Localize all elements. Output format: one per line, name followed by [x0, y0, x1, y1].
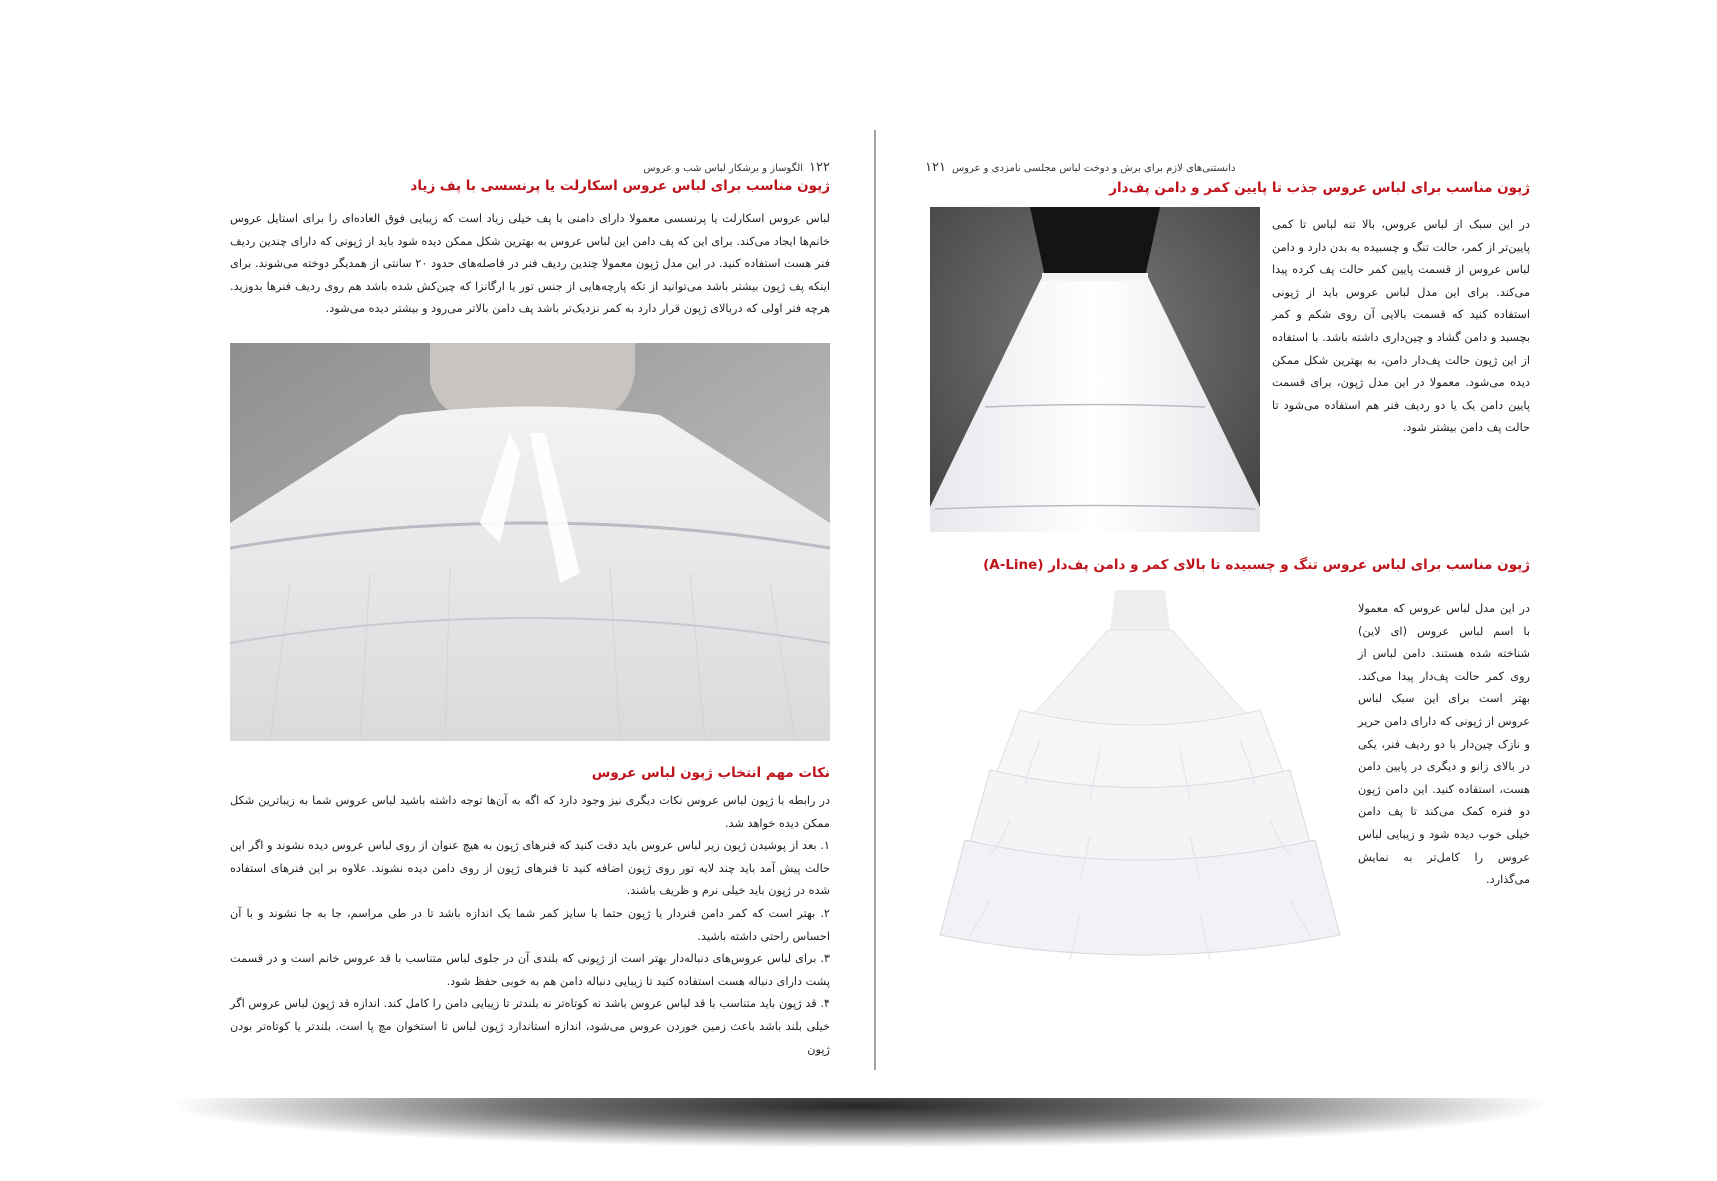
- right-section2-title: ژپون مناسب برای لباس عروس تنگ و چسبیده تا بالای کمر و دامن پف‌دار (A-Line): [983, 557, 1530, 573]
- list-item: ۴. قد ژپون باید متناسب با قد لباس عروس باشد نه کوتاه‌تر نه بلندتر تا زیبایی دامن را کامل کند. اندازه قد ژپون لباس عروس اگر خیلی بلند باشد باعث زمین خوردن عروس می‌شود، اندازه استاندارد ژپون لباس تا استخوان مچ پا است. بلندتر یا کوتاه‌تر بودن ژپون: [230, 997, 830, 1056]
- right-page: [925, 150, 1530, 1071]
- right-section1-title: ژپون مناسب برای لباس عروس جذب تا پایین کمر و دامن پف‌دار: [1109, 180, 1530, 196]
- left-section1-paragraph: لباس عروس اسکارلت یا پرنسسی معمولا دارای دامنی با پف خیلی زیاد است که زیبایی فوق العاده‌ای را برای استایل عروس خانم‌ها ایجاد می‌کند. برای این که پف دامن این لباس عروس به بهترین شکل ممکن دیده شود باید از ژپونی که دارای چندین ردیف فنر هست استفاده کنید. در این مدل ژپون معمولا چندین ردیف فنر در فاصله‌های حدود ۲۰ سانتی از همدیگر دوخته می‌شوند. برای اینکه پف ژپون بیشتر باشد می‌توانید از تکه پارچه‌هایی از جنس تور یا ارگانزا که چین‌کش شده باشد هم روی ردیف فنرها بدوزید. هرچه فنر اولی که دربالای ژپون قرار دارد به کمر نزدیک‌تر باشد پف دامن بالاتر می‌رود و بیشتر دیده می‌شود.: [230, 212, 830, 316]
- tiered-ruffle-petticoat-photo: [930, 590, 1350, 1000]
- left-running-title: الگوساز و برشکار لباس شب و عروس: [643, 163, 804, 174]
- tips-list: [230, 835, 830, 1061]
- left-section2-title: نکات مهم انتخاب ژپون لباس عروس: [591, 765, 830, 781]
- left-section1-title: ژپون مناسب برای لباس عروس اسکارلت یا پرنسسی با پف زیاد: [410, 178, 830, 194]
- right-page-header: [925, 160, 1235, 175]
- hoop-petticoat-on-mannequin-photo: [930, 207, 1260, 532]
- book-spine: [874, 130, 876, 1070]
- right-section1-paragraph: در این سبک از لباس عروس، بالا تنه لباس تا کمی پایین‌تر از کمر، حالت تنگ و چسبیده به بدن دارد و دامن لباس عروس از قسمت پایین کمر حالت پف کرده پیدا می‌کند. برای این مدل لباس عروس باید از ژپونی استفاده کنید که قسمت بالایی آن روی شکم و کمر بچسبد و دامن گشاد و چین‌داری داشته باشد. با استفاده از این ژپون حالت پف‌دار دامن، به بهترین شکل ممکن دیده می‌شود. معمولا در این مدل ژپون، برای قسمت پایین دامن یک یا دو ردیف فنر هم استفاده می‌شود تا حالت پف دامن بیشتر شود.: [1272, 218, 1530, 435]
- hoop-petticoat-closeup-photo: [230, 343, 830, 741]
- right-section2-paragraph: در این مدل لباس عروس که معمولا با اسم لباس عروس (ای لاین) شناخته شده هستند. دامن لباس از روی کمر حالت پف‌دار پیدا می‌کند. بهتر است برای این سبک لباس عروس از ژپونی که دارای دامن حریر و نازک چین‌دار با دو ردیف فنر، یکی در بالای زانو و دیگری در پایین دامن هست، استفاده کنید. این دامن ژپون دو فنره کمک می‌کند تا پف دامن خیلی خوب دیده شود و زیبایی لباس عروس را کامل‌تر به نمایش می‌گذارد.: [1358, 602, 1530, 887]
- list-item: ۲. بهتر است که کمر دامن فنردار یا ژپون حتما با سایز کمر شما یک اندازه باشد تا در طی مراسم، جا به جا نشوند و با آن احساس راحتی داشته باشید.: [230, 906, 830, 943]
- right-page-number: ۱۲۱: [925, 160, 946, 175]
- list-item: ۳. برای لباس عروس‌های دنباله‌دار بهتر است از ژپونی که بلندی آن در جلوی لباس متناسب با قد عروس خانم است و در قسمت پشت دارای دنباله هست استفاده کنید تا زیبایی دنباله دامن هم به خوبی حفظ شود.: [230, 952, 830, 988]
- left-section2-intro: در رابطه با ژپون لباس عروس نکات دیگری نیز وجود دارد که اگه به آن‌ها توجه داشته باشید لباس عروس شما به زیباترین شکل ممکن دیده خواهد شد.: [230, 794, 830, 830]
- book-shadow: [165, 1098, 1555, 1148]
- left-section2-body: [230, 790, 830, 1061]
- list-item: ۱. بعد از پوشیدن ژپون زیر لباس عروس باید دقت کنید که فنرهای ژپون به هیچ عنوان از روی لباس عروس دیده نشوند و اگر این حالت پیش آمد باید چند لایه تور روی ژپون اضافه کنید تا فنرهای ژپون از روی دامن دیده نشوند. علاوه بر این فنرهای استفاده شده در ژپون باید خیلی نرم و ظریف باشند.: [230, 839, 830, 898]
- left-page-number: ۱۲۲: [809, 160, 830, 175]
- left-page: [230, 150, 830, 1071]
- left-page-header: [643, 160, 830, 175]
- right-running-title: دانستنی‌های لازم برای برش و دوخت لباس مجلسی نامزدی و عروس: [951, 163, 1236, 174]
